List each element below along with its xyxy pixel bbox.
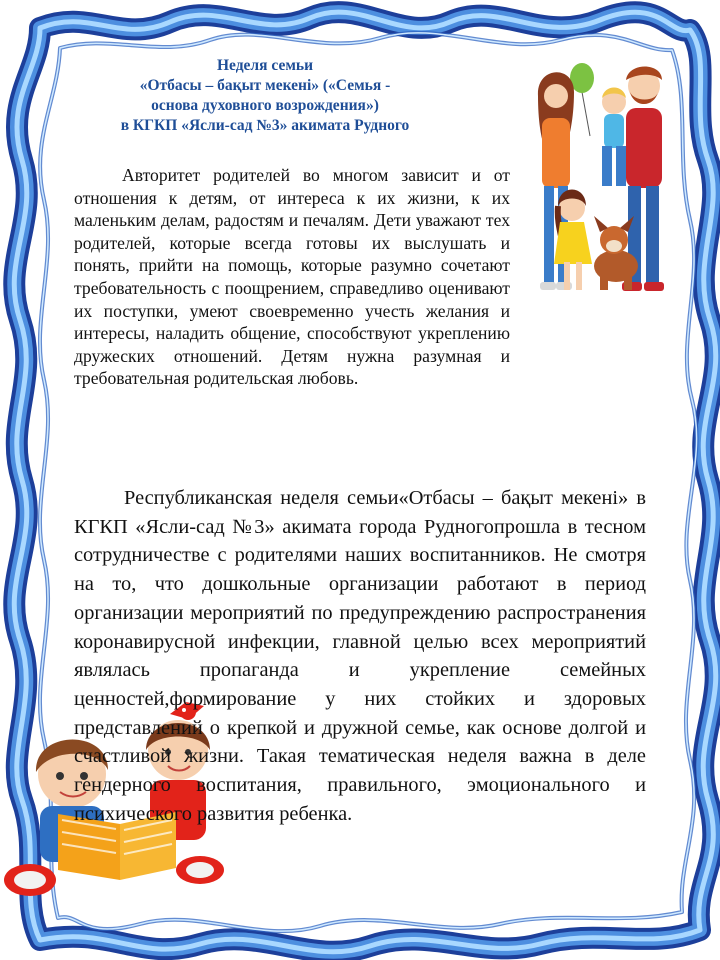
paragraph-2: Республиканская неделя семьи«Отбасы – бақыт мекені» в КГКП «Ясли-сад №3» акимата города Рудногопрошла в тесном сотрудничестве с родителями наших воспитанников. Не смотря на то, что дошкольные организации работают в период организации мероприятий по предупреждению распространения коронавирусной инфекции, главной целью всех мероприятий являлась пропаганда и укрепление семейных ценностей,формирование у них стойких и здоровых представлений о крепкой и дружной семье, как основе долгой и счастливой жизни. Такая тематическая неделя важна в деле гендерного воспитания, правильного, эмоционального и психического развития ребенка. <box>74 487 646 825</box>
family-illustration <box>516 56 676 316</box>
title-line-4: в КГКП «Ясли-сад №3» акимата Рудного <box>120 117 410 134</box>
title-line-2: «Отбасы – бақыт мекені» («Семья - <box>139 77 391 94</box>
page-title <box>80 56 450 136</box>
title-line-3: основа духовного возрождения») <box>151 97 379 114</box>
title-line-1: Неделя семьи <box>216 57 314 74</box>
paragraph-1: Авторитет родителей во многом зависит и от отношения к детям, от интереса к их жизни, к их маленьким делам, радостям и печалям. Дети уважают тех родителей, которые всегда готовы их выслушать и понять, прийти на помощь, которые разумно сочетают требовательность с поощрением, справедливо оценивают их поступки, умеют своевременно учесть желания и интересы, наладить общение, способствуют укреплению дружеских отношений. Детям нужна разумная и требовательная родительская любовь. <box>74 165 510 389</box>
